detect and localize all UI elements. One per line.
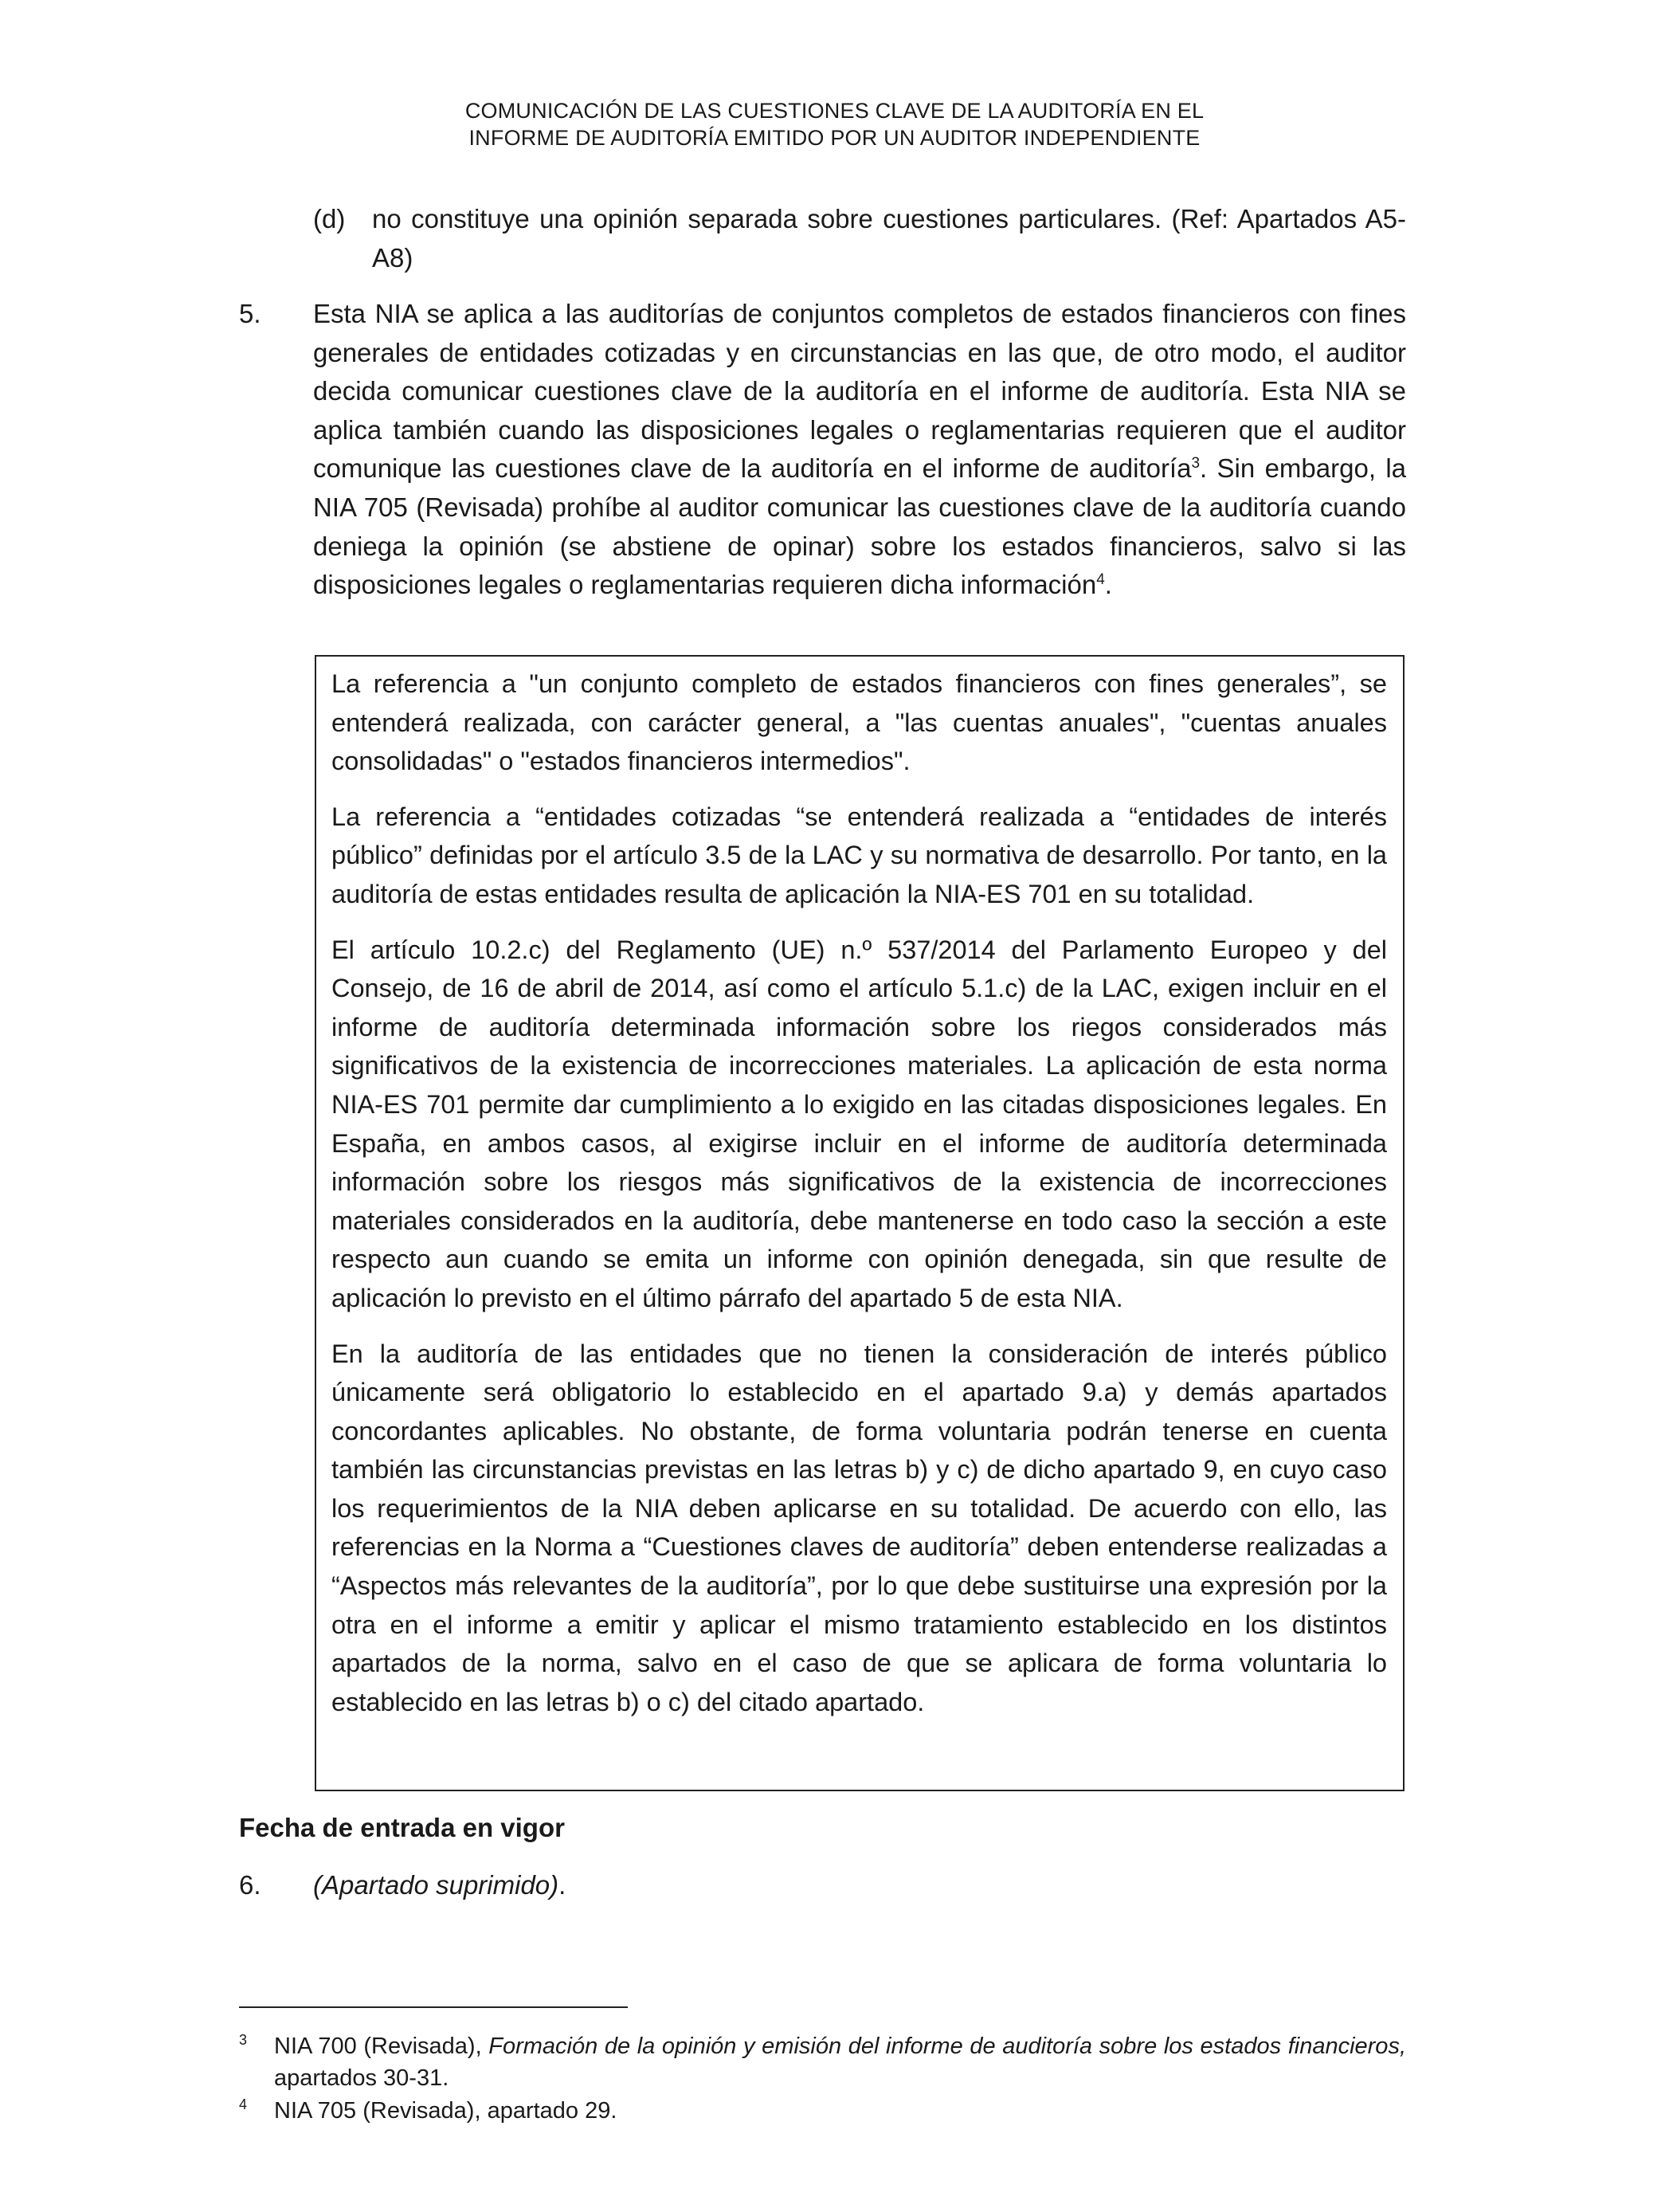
footnote-text	[274, 2030, 1406, 2094]
paragraph-text-part-c: .	[1104, 570, 1112, 600]
note-paragraph-3: El artículo 10.2.c) del Reglamento (UE) n.º 537/2014 del Parlamento Europeo y del Consejo, de 16 de abril de 2014, así como el artículo 5.1.c) de la LAC, exigen incluir en el informe de auditoría determinada información sobre los riegos considerados más significativos de la existencia de incorrecciones materiales. La aplicación de esta norma NIA-ES 701 permite dar cumplimiento a lo exigido en las citadas disposiciones legales. En España, en ambos casos, al exigirse incluir en el informe de auditoría determinada información sobre los riesgos más significativos de la existencia de incorrecciones materiales considerados en la auditoría, debe mantenerse en todo caso la sección a este respecto aun cuando se emita un informe con opinión denegada, sin que resulte de aplicación lo previsto en el último párrafo del apartado 5 de esta NIA.	[331, 935, 1387, 1312]
section-heading: Fecha de entrada en vigor	[239, 1813, 565, 1842]
paragraph-text-part-b: . Sin embargo, la NIA 705 (Revisada) prohíbe al auditor comunicar las cuestiones clave de la auditoría cuando deniega la opinión (se abstiene de opinar) sobre los estados financieros, salvo si las disposiciones legales o reglamentarias requieren dicha información	[313, 453, 1407, 600]
paragraph-text	[313, 1866, 1406, 1904]
footnote-mark: 4	[239, 2096, 248, 2112]
paragraph-5	[239, 295, 1406, 605]
footnote-3	[239, 2030, 1406, 2094]
paragraph-trailing-punct: .	[558, 1870, 566, 1900]
running-header-line-1: COMUNICACIÓN DE LAS CUESTIONES CLAVE DE LA AUDITORÍA EN EL	[464, 99, 1205, 123]
footnote-separator	[239, 2006, 628, 2008]
footnote-italic-title: Formación de la opinión y emisión del informe de auditoría sobre los estados financieros,	[488, 2034, 1406, 2059]
paragraph-6	[239, 1866, 1406, 1904]
note-paragraph-1: La referencia a "un conjunto completo de estados financieros con fines generales”, se entenderá realizada, con carácter general, a "las cuentas anuales", "cuentas anuales consolidadas" o "estados financieros intermedios".	[331, 669, 1387, 776]
spanish-adaptation-note-box	[315, 655, 1405, 1791]
running-header-line-2: INFORME DE AUDITORÍA EMITIDO POR UN AUDITOR INDEPENDIENTE	[468, 126, 1201, 150]
footnote-text: NIA 705 (Revisada), apartado 29.	[274, 2098, 617, 2124]
paragraph-italic-text: (Apartado suprimido)	[313, 1870, 559, 1900]
footnote-ref-3[interactable]: 3	[1191, 455, 1201, 473]
paragraph-text	[313, 295, 1406, 605]
list-item-d	[313, 199, 1406, 277]
footnote-mark: 3	[239, 2032, 248, 2048]
footnote-4	[239, 2095, 1406, 2127]
footnote-text-b: apartados 30-31.	[274, 2065, 449, 2091]
footnote-text-a: NIA 700 (Revisada),	[274, 2034, 489, 2059]
paragraph-number: 5.	[239, 299, 261, 328]
paragraph-text-part-a: Esta NIA se aplica a las auditorías de conjuntos completos de estados financieros con fines generales de entidades cotizadas y en circunstancias en las que, de otro modo, el auditor decida comunicar cuestiones clave de la auditoría en el informe de auditoría. Esta NIA se aplica también cuando las disposiciones legales o reglamentarias requieren que el auditor comunique las cuestiones clave de la auditoría en el informe de auditoría	[313, 299, 1406, 484]
footnote-ref-4[interactable]: 4	[1096, 571, 1105, 589]
note-paragraph-4: En la auditoría de las entidades que no tienen la consideración de interés público únicamente será obligatorio lo establecido en el apartado 9.a) y demás apartados concordantes aplicables. No obstante, de forma voluntaria podrán tenerse en cuenta también las circunstancias previstas en las letras b) y c) de dicho apartado 9, en cuyo caso los requerimientos de la NIA deben aplicarse en su totalidad. De acuerdo con ello, las referencias en la Norma a “Cuestiones claves de auditoría” deben entenderse realizadas a “Aspectos más relevantes de la auditoría”, por lo que debe sustituirse una expresión por la otra en el informe a emitir y aplicar el mismo tratamiento establecido en los distintos apartados de la norma, salvo en el caso de que se aplicara de forma voluntaria lo establecido en las letras b) o c) del citado apartado.	[331, 1339, 1387, 1716]
list-item-text: no constituye una opinión separada sobre cuestiones particulares. (Ref: Apartados A5-A8)	[372, 204, 1406, 273]
list-item-label: (d)	[313, 204, 346, 233]
note-paragraph-2: La referencia a “entidades cotizadas “se entenderá realizada a “entidades de interés público” definidas por el artículo 3.5 de la LAC y su normativa de desarrollo. Por tanto, en la auditoría de estas entidades resulta de aplicación la NIA-ES 701 en su totalidad.	[331, 802, 1387, 908]
paragraph-number: 6.	[239, 1870, 261, 1900]
